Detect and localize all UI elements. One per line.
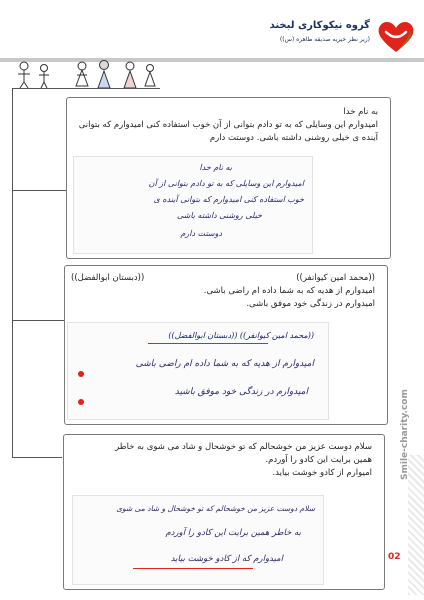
text-line: همین برایت این کادو را آوردم. bbox=[265, 455, 372, 465]
text-line: امیوارم از کادو خوشت بیاید. bbox=[272, 468, 372, 478]
handwriting-line: امیدوارم این وسایلی که به تو دادم بتوانی از آن bbox=[148, 179, 304, 188]
handwriting-line: امیدوارم از هدیه که به شما داده ام راضی باشی bbox=[135, 359, 314, 369]
header bbox=[0, 0, 424, 62]
text-line: امیدوارم این وسایلی که به تو دادم بتوانی از آن خوب استفاده کنی امیدوارم که بتوانی bbox=[78, 120, 378, 130]
handwriting-line: ((محمد امین کیوانفر)) ((دبستان ابوالفضل)) bbox=[168, 331, 314, 340]
student-name: ((محمد امین کیوانفر)) bbox=[296, 273, 375, 283]
name-row bbox=[71, 272, 375, 285]
handwriting-line: به نام خدا bbox=[199, 163, 232, 172]
underline-decoration bbox=[133, 568, 253, 569]
underline-decoration bbox=[148, 343, 268, 344]
page-number: 02 bbox=[388, 552, 401, 562]
letter-card-2 bbox=[64, 265, 388, 425]
handwritten-letter-image bbox=[67, 322, 329, 420]
bullet-dot-icon bbox=[78, 399, 84, 405]
heart-logo-icon bbox=[374, 18, 418, 54]
connector-branch bbox=[12, 320, 64, 321]
charity-logo bbox=[258, 18, 418, 54]
text-line: به نام خدا bbox=[343, 107, 378, 117]
school-name: ((دبستان ابوالفضل)) bbox=[71, 273, 145, 283]
text-line: آینده ی خیلی روشنی داشته باشی. دوستت دارم bbox=[209, 133, 378, 143]
connector-branch bbox=[12, 190, 67, 191]
letter-typed-text bbox=[67, 441, 372, 480]
text-line: امیدوارم در زندگی خود موفق باشی. bbox=[246, 299, 375, 309]
bullet-dot-icon bbox=[78, 371, 84, 377]
handwritten-letter-image bbox=[72, 495, 324, 585]
letter-typed-text bbox=[78, 106, 378, 145]
children-illustration-icon bbox=[12, 58, 162, 98]
logo-subtitle: (زیر نظر خیریه صدیقه طاهره (س)) bbox=[279, 36, 370, 43]
text-line: امیدوارم از هدیه که به شما داده ام راضی باشی. bbox=[203, 286, 375, 296]
handwriting-line: به خاطر همین برایت این کادو را آوردم bbox=[165, 528, 301, 538]
letter-card-3 bbox=[63, 434, 385, 590]
connector-branch bbox=[12, 457, 62, 458]
page-edge-pattern bbox=[408, 455, 424, 595]
letter-typed-text bbox=[71, 272, 375, 311]
handwriting-line: خوب استفاده کنی امیدوارم که بتوانی آینده ی bbox=[153, 195, 304, 204]
connector-line bbox=[12, 88, 160, 89]
connector-line bbox=[12, 88, 13, 458]
website-url: Smile-charity.com bbox=[400, 389, 410, 480]
handwriting-line: دوستت دارم bbox=[180, 229, 222, 238]
text-line: سلام دوست عزیز من خوشحالم که تو خوشحال و شاد می شوی به خاطر bbox=[115, 442, 372, 452]
handwriting-line: امیدوارم که از کادو خوشت بیاید bbox=[170, 554, 283, 564]
logo-title: گروه نیکوکاری لبخند bbox=[269, 20, 370, 31]
handwritten-letter-image bbox=[73, 156, 313, 254]
letter-card-1 bbox=[66, 97, 391, 259]
handwriting-line: خیلی روشنی داشته باشی bbox=[176, 211, 262, 220]
handwriting-line: سلام دوست عزیز من خوشحالم که تو خوشحال و شاد می شوی bbox=[116, 504, 315, 513]
handwriting-line: امیدوارم در زندگی خود موفق باشید bbox=[174, 387, 308, 397]
